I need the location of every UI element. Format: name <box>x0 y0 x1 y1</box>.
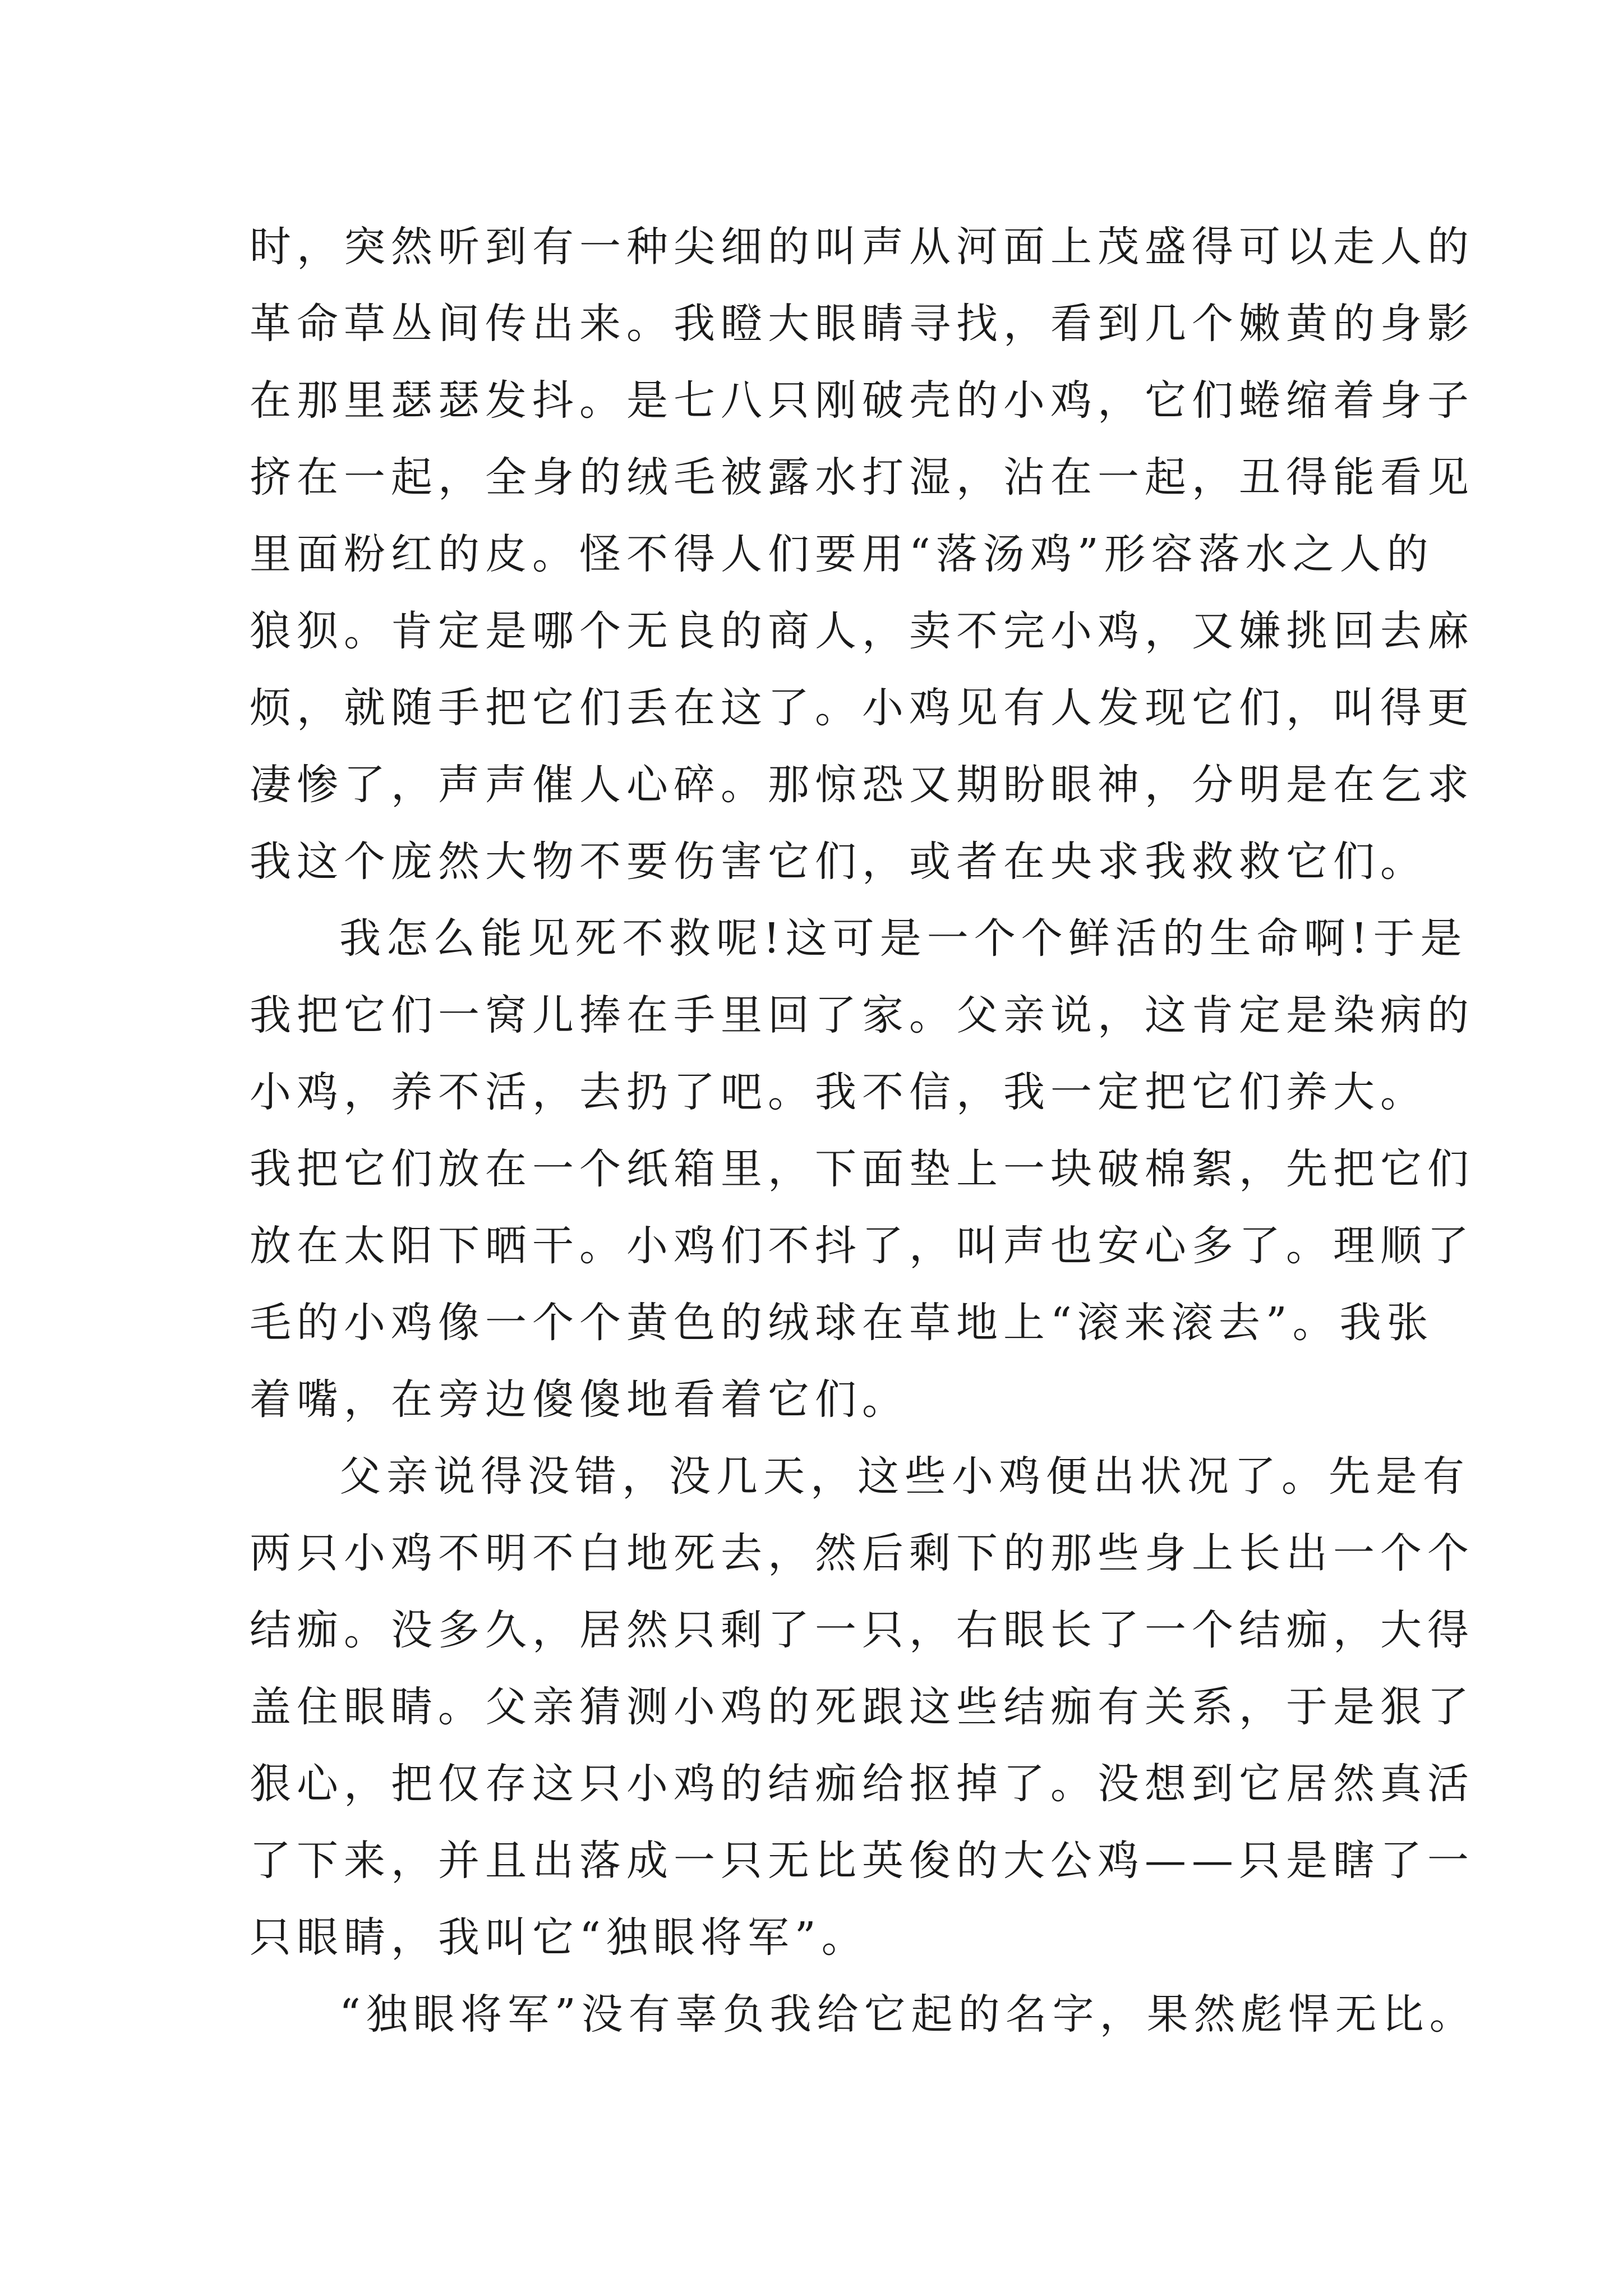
text-line: 我这个庞然大物不要伤害它们，或者在央求我救救它们。 <box>250 838 1427 886</box>
text-line: 小鸡，养不活，去扔了吧。我不信，我一定把它们养大。 <box>250 1068 1427 1116</box>
text-line: 在那里瑟瑟发抖。是七八只刚破壳的小鸡，它们蜷缩着身子 <box>250 376 1474 425</box>
text-line: 只眼睛，我叫它“独眼将军”。 <box>250 1913 869 1962</box>
text-line: 盖住眼睛。父亲猜测小鸡的死跟这些结痂有关系，于是狠了 <box>250 1683 1474 1731</box>
text-line: 革命草丛间传出来。我瞪大眼睛寻找，看到几个嫩黄的身影 <box>250 300 1474 348</box>
text-line: 狼狈。肯定是哪个无良的商人，卖不完小鸡，又嫌挑回去麻 <box>250 607 1474 655</box>
paragraph-first-line: “独眼将军”没有辜负我给它起的名字，果然彪悍无比。 <box>339 1990 1477 2039</box>
text-line: 凄惨了，声声催人心碎。那惊恐又期盼眼神，分明是在乞求 <box>250 761 1474 809</box>
text-line: 烦，就随手把它们丢在这了。小鸡见有人发现它们，叫得更 <box>250 684 1474 732</box>
paragraph-first-line: 父亲说得没错，没几天，这些小鸡便出状况了。先是有 <box>339 1452 1470 1501</box>
text-line: 毛的小鸡像一个个黄色的绒球在草地上“滚来滚去”。我张 <box>250 1299 1434 1347</box>
body-text <box>250 209 1477 2053</box>
paragraph-first-line: 我怎么能见死不救呢!这可是一个个鲜活的生命啊!于是 <box>339 914 1468 963</box>
text-line: 狠心，把仅存这只小鸡的结痂给抠掉了。没想到它居然真活 <box>250 1760 1474 1808</box>
text-line: 放在太阳下晒干。小鸡们不抖了，叫声也安心多了。理顺了 <box>250 1222 1474 1270</box>
text-line: 时，突然听到有一种尖细的叫声从河面上茂盛得可以走人的 <box>250 223 1474 271</box>
text-line: 挤在一起，全身的绒毛被露水打湿，沾在一起，丑得能看见 <box>250 453 1474 501</box>
text-line: 着嘴，在旁边傻傻地看着它们。 <box>250 1375 909 1424</box>
text-line: 结痂。没多久，居然只剩了一只，右眼长了一个结痂，大得 <box>250 1606 1474 1654</box>
text-line: 了下来，并且出落成一只无比英俊的大公鸡——只是瞎了一 <box>250 1837 1474 1885</box>
text-line: 两只小鸡不明不白地死去，然后剩下的那些身上长出一个个 <box>250 1529 1474 1577</box>
text-line: 我把它们一窝儿捧在手里回了家。父亲说，这肯定是染病的 <box>250 991 1474 1039</box>
text-line: 里面粉红的皮。怪不得人们要用“落汤鸡”形容落水之人的 <box>250 530 1434 578</box>
text-line: 我把它们放在一个纸箱里，下面垫上一块破棉絮，先把它们 <box>250 1145 1474 1193</box>
